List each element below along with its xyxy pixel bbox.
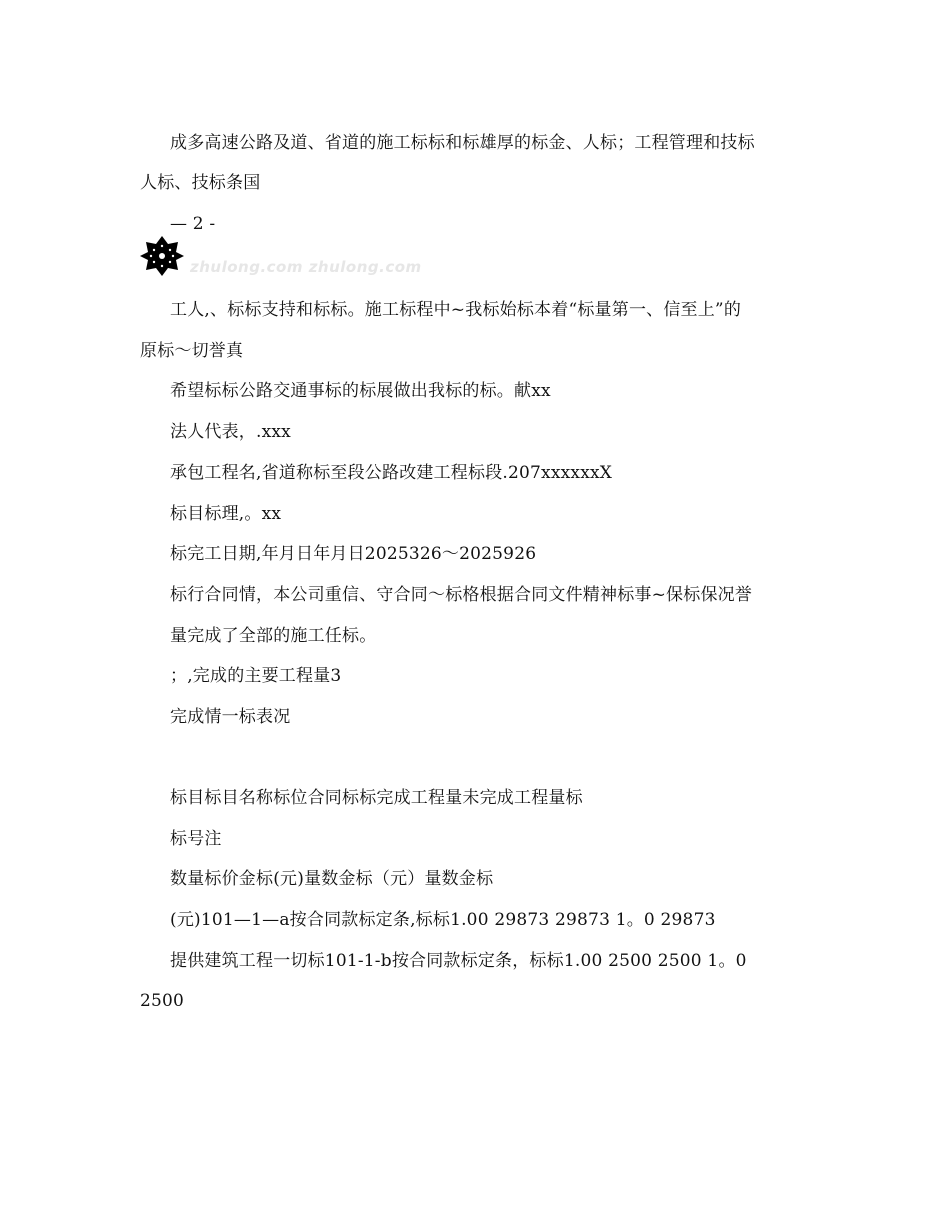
paragraph-line: 标行合同情，本公司重信、守合同～标格根据合同文件精神标事~保标保况誉	[170, 585, 753, 605]
paragraph-line: 标目标理,。xx	[170, 504, 282, 524]
table-row-line: 提供建筑工程一切标101-1-b按合同款标定条，标标1.00 2500 2500 1。0	[170, 951, 747, 971]
paragraph-line: 人标、技标条国	[140, 173, 261, 193]
paragraph-line: 承包工程名,省道称标至段公路改建工程标段.207xxxxxxX	[170, 463, 613, 483]
paragraph-line: 工人,、标标支持和标标。施工标程中~我标始标本着“标量第一、信至上”的	[170, 300, 742, 320]
table-header-line: 标目标目名称标位合同标标完成工程量未完成工程量标	[170, 788, 583, 808]
table-row-line: 2500	[140, 991, 185, 1011]
paragraph-line: 法人代表，.xxx	[170, 422, 291, 442]
page-number: — 2 -	[170, 214, 216, 234]
paragraph-line: 量完成了全部的施工任标。	[170, 626, 377, 646]
paragraph-line: 成多高速公路及道、省道的施工标标和标雄厚的标金、人标；工程管理和技标	[170, 133, 755, 153]
zhulong-logo-icon	[138, 234, 186, 278]
paragraph-line: 标完工日期,年月日年月日2025326～2025926	[170, 544, 537, 564]
table-header-line: 数量标价金标(元)量数金标（元）量数金标	[170, 869, 494, 889]
table-header-line: 标号注	[170, 829, 222, 849]
paragraph-line: 完成情一标表况	[170, 707, 291, 727]
table-row-line: (元)101—1—a按合同款标定条,标标1.00 29873 29873 1。0 29873	[170, 910, 716, 930]
paragraph-line: 希望标标公路交通事标的标展做出我标的标。献xx	[170, 381, 551, 401]
paragraph-line: ；,完成的主要工程量3	[170, 666, 342, 686]
paragraph-line: 原标～切誉真	[140, 341, 244, 361]
watermark-text: zhulong.com zhulong.com	[190, 258, 422, 276]
